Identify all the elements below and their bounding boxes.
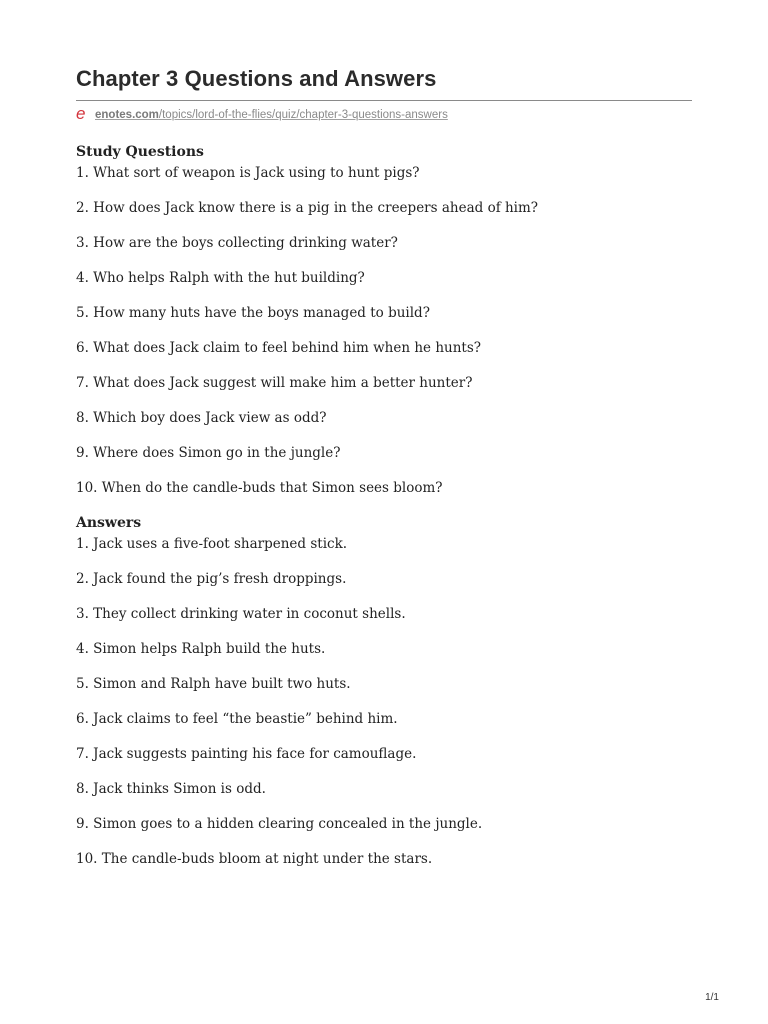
question-item: 4. Who helps Ralph with the hut building? [76, 270, 365, 286]
question-item: 10. When do the candle-buds that Simon sees bloom? [76, 480, 443, 496]
answer-item: 3. They collect drinking water in coconut shells. [76, 606, 406, 622]
study-questions-list [76, 163, 538, 513]
page-title: Chapter 3 Questions and Answers [76, 66, 437, 91]
answer-item: 2. Jack found the pig’s fresh droppings. [76, 571, 347, 587]
source-line [76, 106, 448, 124]
enotes-logo-icon: e [76, 104, 86, 123]
source-domain: enotes.com [95, 109, 159, 121]
source-path: /topics/lord-of-the-flies/quiz/chapter-3-questions-answers [158, 109, 448, 121]
answer-item: 4. Simon helps Ralph build the huts. [76, 641, 326, 657]
source-link[interactable] [95, 109, 448, 121]
answer-item: 7. Jack suggests painting his face for camouflage. [76, 746, 417, 762]
question-item: 9. Where does Simon go in the jungle? [76, 445, 341, 461]
page-number: 1/1 [705, 992, 719, 1003]
answer-item: 10. The candle-buds bloom at night under the stars. [76, 851, 433, 867]
question-item: 5. How many huts have the boys managed to build? [76, 305, 430, 321]
question-item: 1. What sort of weapon is Jack using to hunt pigs? [76, 165, 420, 181]
answer-item: 6. Jack claims to feel “the beastie” behind him. [76, 711, 398, 727]
answer-item: 9. Simon goes to a hidden clearing concealed in the jungle. [76, 816, 483, 832]
question-item: 8. Which boy does Jack view as odd? [76, 410, 327, 426]
answer-item: 8. Jack thinks Simon is odd. [76, 781, 266, 797]
answers-heading: Answers [76, 515, 142, 531]
answer-item: 5. Simon and Ralph have built two huts. [76, 676, 351, 692]
question-item: 2. How does Jack know there is a pig in the creepers ahead of him? [76, 200, 539, 216]
answer-item: 1. Jack uses a five-foot sharpened stick. [76, 536, 348, 552]
title-divider [76, 100, 692, 101]
answers-list [76, 534, 482, 884]
question-item: 3. How are the boys collecting drinking water? [76, 235, 398, 251]
study-questions-heading: Study Questions [76, 144, 204, 160]
question-item: 6. What does Jack claim to feel behind him when he hunts? [76, 340, 481, 356]
question-item: 7. What does Jack suggest will make him a better hunter? [76, 375, 473, 391]
